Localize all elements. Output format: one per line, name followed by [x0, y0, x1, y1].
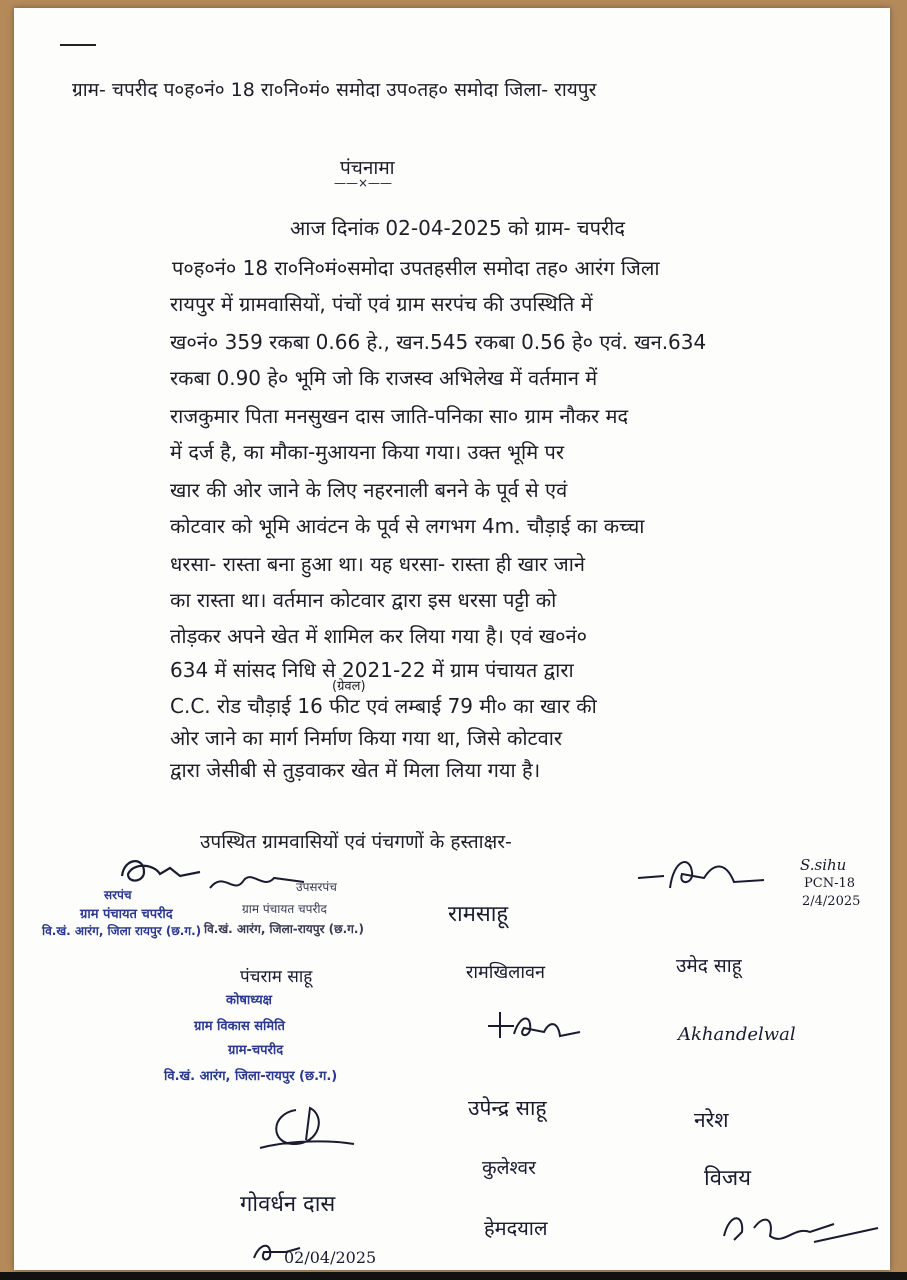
- panch-signature-4: उमेद साहू: [676, 955, 742, 977]
- body-line-7: में दर्ज है, का मौका-मुआयना किया गया। उक्त भूमि पर: [170, 440, 565, 464]
- khandelwal-signature: Akhandelwal: [678, 1024, 796, 1045]
- upsarpanch-stamp-line1: ग्राम पंचायत चपरीद: [242, 902, 327, 916]
- body-line-6: राजकुमार पिता मनसुखन दास जाति-पनिका सा० ग्राम नौकर मद: [170, 404, 629, 428]
- bottom-date: 02/04/2025: [284, 1248, 377, 1267]
- koshadhyaksh-stamp-line2: ग्राम-चपरीद: [228, 1043, 284, 1058]
- header-line: ग्राम- चपरीद प०ह०नं० 18 रा०नि०मं० समोदा उप०तह० समोदा जिला- रायपुर: [72, 79, 597, 101]
- insert-note: (ग्रेवल): [332, 679, 366, 694]
- body-line-14: C.C. रोड चौड़ाई 16 फीट एवं लम्बाई 79 मी० का खार की: [170, 694, 597, 718]
- signature-scrawl-left: [250, 1100, 360, 1160]
- koshadhyaksh-stamp-line3: वि.खं. आरंग, जिला-रायपुर (छ.ग.): [164, 1069, 338, 1084]
- panch-signature-3: रामखिलावन: [466, 962, 546, 983]
- body-line-10: धरसा- रास्ता बना हुआ था। यह धरसा- रास्ता ही खार जाने: [170, 552, 585, 576]
- panch-signature-7: कुलेश्वर: [482, 1157, 536, 1179]
- body-line-12: तोड़कर अपने खेत में शामिल कर लिया गया है। एवं ख०नं०: [170, 624, 588, 648]
- sarpanch-stamp-line1: ग्राम पंचायत चपरीद: [80, 907, 173, 922]
- signature-scrawl-right: [714, 1206, 884, 1256]
- panch-signature-1: रामसाहू: [448, 902, 509, 927]
- panch-signature-2: पंचराम साहू: [240, 967, 313, 987]
- patwari-date: 2/4/2025: [802, 894, 861, 909]
- sarpanch-stamp-title: सरपंच: [104, 888, 132, 902]
- panch-signature-5: उपेन्द्र साहू: [468, 1096, 547, 1120]
- scan-bottom-bar: [0, 1272, 907, 1280]
- signatures-heading: उपस्थित ग्रामवासियों एवं पंचगणों के हस्ताक्षर-: [200, 831, 512, 853]
- panch-signature-9: गोवर्धन दास: [240, 1192, 336, 1217]
- koshadhyaksh-stamp-title: कोषाध्यक्ष: [226, 993, 272, 1008]
- body-line-13: 634 में सांसद निधि से 2021-22 में ग्राम पंचायत द्वारा: [170, 658, 574, 682]
- body-line-11: का रास्ता था। वर्तमान कोटवार द्वारा इस धरसा पट्टी को: [170, 588, 557, 612]
- body-line-8: खार की ओर जाने के लिए नहरनाली बनने के पूर्व से एवं: [170, 478, 568, 502]
- body-line-3: रायपुर में ग्रामवासियों, पंचों एवं ग्राम सरपंच की उपस्थिति में: [170, 292, 593, 316]
- top-dash-mark: [60, 44, 96, 46]
- body-line-9: कोटवार को भूमि आवंटन के पूर्व से लगभग 4m. चौड़ाई का कच्चा: [170, 514, 645, 538]
- upsarpanch-stamp-title: उपसरपंच: [296, 880, 337, 894]
- document-page: [14, 8, 890, 1270]
- sarpanch-stamp-line2: वि.खं. आरंग, जिला रायपुर (छ.ग.): [42, 924, 202, 938]
- koshadhyaksh-stamp-line1: ग्राम विकास समिति: [194, 1019, 285, 1034]
- patwari-name-scrawl: S.sihu: [800, 856, 847, 874]
- body-line-5: रकबा 0.90 हे० भूमि जो कि राजस्व अभिलेख में वर्तमान में: [170, 366, 598, 390]
- panch-signature-6: नरेश: [694, 1108, 729, 1132]
- patwari-pcn-note: PCN-18: [804, 876, 856, 891]
- body-line-4: ख०नं० 359 रकबा 0.66 हे., खन.545 रकबा 0.56 हे० एवं. खन.634: [170, 330, 707, 354]
- upsarpanch-stamp-line2: वि.खं. आरंग, जिला-रायपुर (छ.ग.): [204, 922, 364, 936]
- panch-signature-10: हेमदयाल: [484, 1216, 548, 1240]
- body-line-16: द्वारा जेसीबी से तुड़वाकर खेत में मिला लिया गया है।: [170, 758, 541, 782]
- title-underline-mark: ——×——: [334, 176, 393, 190]
- document-title: पंचनामा: [340, 157, 395, 179]
- body-line-15: ओर जाने का मार्ग निर्माण किया गया था, जिसे कोटवार: [170, 726, 563, 750]
- body-line-1: आज दिनांक 02-04-2025 को ग्राम- चपरीद: [290, 216, 625, 240]
- body-line-2: प०ह०नं० 18 रा०नि०मं०समोदा उपतहसील समोदा तह० आरंग जिला: [172, 256, 660, 280]
- patwari-signature-mark: [634, 848, 774, 898]
- panch-signature-8: विजय: [704, 1166, 752, 1191]
- panch-scrawl-signature: [484, 1008, 584, 1044]
